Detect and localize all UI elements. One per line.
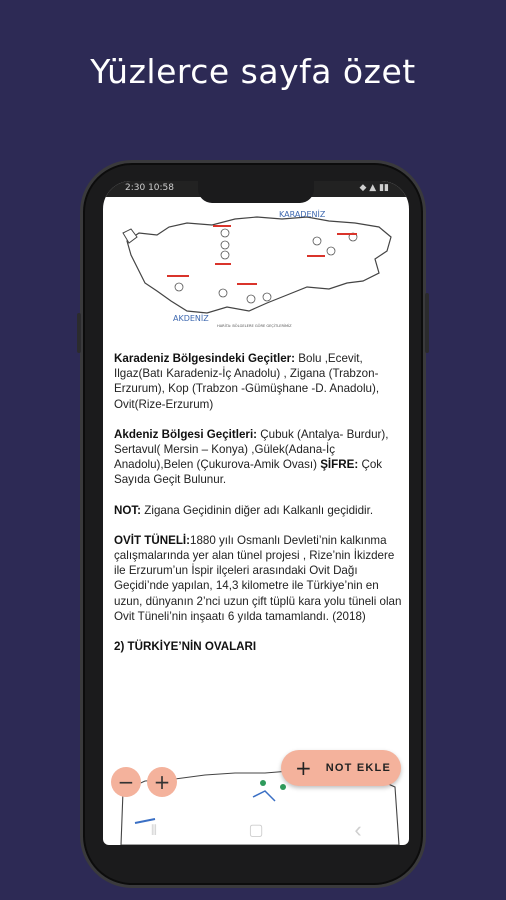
paragraph-text: 1880 yılı Osmanlı Devleti’nin kalkınma çalışmalarında yer alan tünel projesi , Rize’nin İkizdere ile Erzurum’un İspir ilçeleri arasındaki Ovit Dağı Geçidi’nde yapılan, 14,3 kilometre ile Türkiye’nin en uzun, dünyanın 2’nci uzun çift tüplü kara yolu tüneli olan Ovit Tüneli’nin inşaatı 6 yılda tamamlandı. (2018) [114, 533, 402, 623]
camera-notch [198, 181, 314, 203]
sea-label-north: KARADENİZ [279, 210, 326, 219]
power-button [425, 293, 429, 353]
volume-button [77, 313, 81, 353]
section-title: 2) TÜRKİYE’NİN OVALARI [114, 640, 257, 654]
pass-label-mark [237, 283, 257, 285]
android-nav-bar [103, 814, 409, 846]
plain-marker [260, 780, 266, 786]
status-icons: ◆ ▲ ▮▮ [359, 183, 389, 193]
status-time: 2:30 10:58 [125, 183, 175, 193]
document-content [114, 351, 404, 654]
pass-label-mark [213, 225, 231, 227]
paragraph-keyword: ŞİFRE: [320, 458, 359, 472]
paragraph-text: Zigana Geçidinin diğer adı Kalkanlı geçididir. [141, 503, 374, 517]
recents-icon: ⦀ [150, 821, 158, 838]
pass-label-mark [167, 275, 189, 277]
paragraph-text: Çok Sayıda Geçit Bulunur. [114, 458, 383, 487]
turkey-passes-map [117, 203, 397, 329]
paragraph-ovit [114, 533, 404, 624]
recents-button[interactable] [134, 818, 174, 842]
paragraph-heading: Akdeniz Bölgesi Geçitleri: [114, 427, 258, 441]
paragraph-text: Bolu ,Ecevit, Ilgaz(Batı Karadeniz-İç Anadolu) , Zigana (Trabzon- Erzurum), Kop (Trabzon -Gümüşhane -D. Anadolu), Ovit(Rize-Erzurum) [114, 352, 380, 411]
add-note-label: NOT EKLE [325, 762, 391, 774]
pass-label-mark [215, 263, 231, 265]
map-caption: HARİTA: BÖLGELERE GÖRE GEÇİTLERİMİZ [217, 324, 292, 328]
pass-label-mark [307, 255, 325, 257]
home-icon: ▢ [248, 822, 264, 839]
promo-headline: Yüzlerce sayfa özet [90, 52, 416, 91]
back-icon: ‹ [354, 817, 362, 842]
back-button[interactable] [338, 818, 378, 842]
paragraph-heading: Karadeniz Bölgesindeki Geçitler: [114, 352, 296, 365]
home-button[interactable] [236, 818, 276, 842]
sea-label-south: AKDENİZ [173, 314, 209, 323]
paragraph-akdeniz [114, 427, 404, 488]
plain-marker [280, 784, 286, 790]
add-note-button[interactable] [281, 750, 401, 786]
plus-icon: + [295, 756, 312, 780]
paragraph-heading: OVİT TÜNELİ: [114, 533, 190, 547]
paragraph-heading: NOT: [114, 503, 142, 517]
paragraph-text: Çubuk (Antalya- Burdur), Sertavul( Mersin – Konya) ,Gülek(Adana-İç Anadolu),Belen (Çukurova-Amik Ovası) [114, 427, 389, 472]
paragraph-karadeniz [114, 351, 404, 412]
phone-frame [80, 160, 426, 888]
turkey-outline [127, 217, 391, 313]
zoom-in-button[interactable]: + [147, 767, 177, 797]
pass-label-mark [337, 233, 357, 235]
zoom-out-button[interactable]: − [111, 767, 141, 797]
paragraph-note [114, 503, 404, 518]
app-screen [103, 181, 409, 845]
